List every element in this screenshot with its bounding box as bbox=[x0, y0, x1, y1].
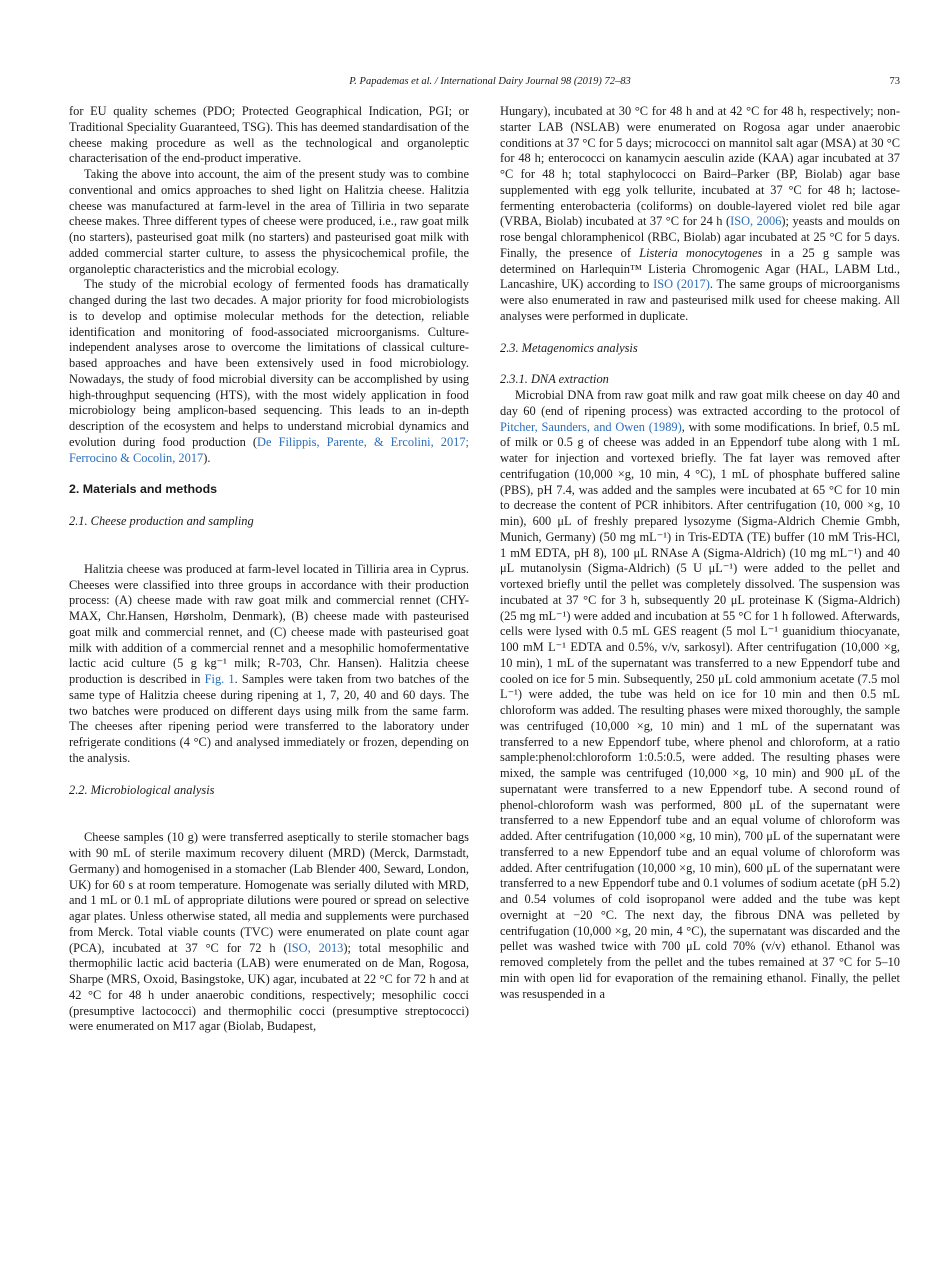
spacer bbox=[500, 325, 900, 341]
figure-link-fig1[interactable]: Fig. 1 bbox=[204, 672, 235, 686]
right-column bbox=[500, 104, 900, 1002]
paragraph-text: The study of the microbial ecology of fermented foods has dramatically changed during the last two decades. A major priority for food microbiologists is to develop and optimise molecular methods for the detection, reliable identification and monitoring of food-associated microorganisms. Culture-independent analyses arose to overcome the limitations of classical culture-based approaches and have been extensively used in food microbiology. Nowadays, the study of food microbial diversity can be accomplished by using high-throughput sequencing (HTS), with the most widely application in food microbiology being amplicon-based sequencing. This leads to an in-depth description of the ecosystem and helps to understand microbial dynamics and evolution during food production ( bbox=[69, 277, 469, 449]
paragraph-text-end: ). bbox=[203, 450, 211, 465]
citation-link-pitcher[interactable]: Pitcher, Saunders, and Owen (1989) bbox=[500, 419, 682, 434]
species-name: Listeria monocytogenes bbox=[639, 245, 763, 260]
paragraph-microbiological bbox=[69, 830, 469, 1035]
paragraph-text: Hungary), incubated at 30 °C for 48 h and at 42 °C for 48 h, respectively; non-starter LAB (NSLAB) were enumerated on Rogosa agar under anaerobic conditions at 37 °C for 5 days; micrococci on mannitol salt agar (MSA) at 30 °C for 48 h; enterococci on kanamycin aesculin azide (KAA) agar incubated at 37 °C for 48 h; total staphylococci on Baird–Parker (BP, Biolab) agar base supplemented with egg yolk tellurite, incubated at 37 °C for 48 h; lactose-fermenting enterobacteria (coliforms) on double-layered violet red bile agar (VRBA, Biolab) incubated at 37 °C for 24 h ( bbox=[500, 104, 900, 229]
paragraph-study-aim: Taking the above into account, the aim of the present study was to combine conventional and omics approaches to shed light on Halitzia cheese. Halitzia cheese was manufactured at farm-level in the area of Tilliria in two separate cheese makes. Three different types of cheese were produced, i.e., raw goat milk (no starters), pasteurised goat milk (no starters) and pasteurised goat milk with added commercial starter culture, to assess the physicochemical profile, the organoleptic characteristics and the microbial ecology. bbox=[69, 167, 469, 276]
paragraph-text: Halitzia cheese was produced at farm-level located in Tilliria area in Cyprus. Cheeses were classified into three groups in accordance with their production process: (A) cheese made with raw goat milk and commercial rennet (CHY-MAX, Chr.Hansen, Hørsholm, Denmark), (B) cheese made with pasteurised goat milk and commercial rennet, and (C) cheese made with pasteurised goat milk with addition of a commercial rennet and a mesophilic homofermentative lactic acid culture (5 g kg⁻¹ milk; R-703, Chr. Hansen). Halitzia cheese production is described in bbox=[69, 561, 469, 686]
paragraph-text-end: . The same groups of microorganisms were also enumerated in raw and pasteurised milk used for cheese making. All analyses were performed in duplicate. bbox=[500, 277, 900, 323]
spacer bbox=[69, 767, 469, 783]
paragraph-media-continued bbox=[500, 104, 900, 325]
paragraph-cheese-production bbox=[69, 562, 469, 767]
paragraph-dna-extraction bbox=[500, 388, 900, 1002]
citation-link-iso-2013[interactable]: ISO, 2013 bbox=[287, 940, 344, 955]
subsubsection-heading-dna-extraction: 2.3.1. DNA extraction bbox=[500, 372, 609, 387]
paragraph-text-end: ); total mesophilic and thermophilic lactic acid bacteria (LAB) were enumerated on de Man, Rogosa, Sharpe (MRS, Oxoid, Basingstoke, UK) agar, incubated at 22 °C for 72 h and at 42 °C for 48 h under anaerobic conditions, respectively; mesophilic cocci (presumptive lactococci) and thermophilic cocci (presumptive streptococci) were enumerated on M17 agar (Biolab, Budapest, bbox=[69, 940, 469, 1034]
running-head bbox=[80, 76, 900, 90]
spacer bbox=[69, 814, 469, 830]
paragraph-microbial-ecology bbox=[69, 277, 469, 466]
paragraph-text: Cheese samples (10 g) were transferred aseptically to sterile stomacher bags with 90 mL of sterile maximum recovery diluent (MRD) (Merck, Darmstadt, Germany) and homogenised in a stomacher (Lab Blender 400, Seward, London, UK) for 60 s at room temperature. Homogenate was serially diluted with MRD, and 1 mL or 0.1 mL of appropriate dilutions were poured or spread on selective agar plates. Unless otherwise stated, all media and supplements were purchased from Merck. Total viable counts (TVC) were enumerated on plate count agar (PCA), incubated at 37 °C for 72 h ( bbox=[69, 830, 469, 955]
section-heading-materials-methods: 2. Materials and methods bbox=[69, 482, 218, 497]
citation-link-iso-2017[interactable]: ISO (2017) bbox=[653, 277, 710, 292]
citation-link-de-filippis[interactable]: De Filippis, Parente, & Ercolini, 2017; Ferrocino & Cocolin, 2017 bbox=[69, 434, 470, 465]
paragraph-text: ); yeasts and moulds on rose bengal chloramphenicol (RBC, Biolab) agar incubated at 25 °C for 5 days. Finally, the presence of bbox=[500, 214, 900, 260]
journal-citation: P. Papademas et al. / International Dairy Journal 98 (2019) 72–83 bbox=[349, 76, 631, 87]
subsection-heading-cheese-production: 2.1. Cheese production and sampling bbox=[69, 514, 254, 528]
paragraph-text: in a 25 g sample was determined on Harlequin™ Listeria Chromogenic Agar (HAL, LABM Ltd., Lancashire, UK) according to bbox=[500, 245, 900, 292]
left-column bbox=[69, 104, 469, 1035]
paragraph-text-end: , with some modifications. In brief, 0.5 mL of milk or 0.5 g of cheese was added in an Eppendorf tube along with 1 mL water for injection and vortexed briefly. The fat layer was removed after centrifugation (10,000 ×g, 10 min, 4 °C), 1 mL of phosphate buffered saline (PBS), pH 7.4, was added and the samples were incubated at 65 °C for 10 min to decrease the content of PCR inhibitors. After centrifugation (10, 000 ×g, 10 min), 600 μL of freshly prepared lysozyme (Sigma-Aldrich Chemie Gmbh, Munich, Germany) (50 mg mL⁻¹) in Tris-EDTA (TE) buffer (10 mM Tris-HCl, 1 mM EDTA, pH 8), 100 μL RNAse A (Sigma-Aldrich) (10 mg mL⁻¹) and 40 μL mutanolysin (Sigma-Aldrich) (5 U μL⁻¹) were added to the pellet and vortexed briefly until the pellet was completely dissolved. The suspension was incubated at 37 °C for 3 h, subsequently 20 μL proteinase K (Sigma-Aldrich) (25 mg mL⁻¹) were added and incubation at 55 °C for 1 h followed. Afterwards, cells were lysed with 0.5 mL GES reagent (5 mol L⁻¹ guanidium thiocyanate, 100 mM L⁻¹ EDTA and 0.5%, v/v, sarkosyl). After centrifugation (10,000 ×g, 10 min), 1 mL of the supernatant was transferred to a new Eppendorf tube and cooled on ice for 5 min. Subsequently, 250 μL cold ammonium acetate (7.5 mol L⁻¹) were added, the tube was held on ice for 10 min and then 0.5 mL chloroform was added. The resulting phases were mixed thoroughly, the sample was centrifuged (10,000 ×g, 10 min) and 1 mL of the supernatant was transferred to a new Eppendorf tube, where phenol and chloroform, at a ratio sample:phenol:chloroform 1:0.5:0.5, were added. The resulting phases were mixed, the sample was centrifuged (10,000 ×g, 10 min) and 900 μL of the supernatant were transferred to a new Eppendorf tube. A second round of phenol-chloroform wash was performed, 800 μL of the supernatant were transferred to a new Eppendorf tube and an equal volume of chloroform was added. After centrifugation (10,000 ×g, 10 min), 700 μL of the supernatant were transferred to a new Eppendorf tube and an equal volume of chloroform was added. After centrifugation (10,000 ×g, 10 min), 600 μL of the supernatant were transferred to a new Eppendorf tube and 0.1 volumes of sodium acetate (pH 5.2) and 0.54 volumes of cold isopropanol were added and the tube was kept overnight at −20 °C. The next day, the fibrous DNA was pelleted by centrifugation (10,000 ×g, 20 min, 4 °C), the supernatant was discarded and the pellet was washed twice with 700 μL cold 70% (v/v) ethanol. Ethanol was removed completely from the pellet and the tubes remained at 37 °C for 5–10 min with open lid for evaporation of the remaining ethanol. Finally, the pellet was resuspended in a bbox=[500, 419, 900, 1001]
subsection-heading-metagenomics: 2.3. Metagenomics analysis bbox=[500, 340, 638, 355]
paragraph-text-end: . Samples were taken from two batches of the same type of Halitzia cheese during ripening at 1, 7, 20, 40 and 60 days. The two batches were produced on different days using milk from the same farm. The cheeses after ripening period were transferred to the laboratory under refrigerate conditions (4 °C) and analysed immediately or frozen, depending on the analysis. bbox=[69, 672, 469, 765]
subsection-heading-microbiological: 2.2. Microbiological analysis bbox=[69, 782, 215, 797]
spacer bbox=[69, 546, 469, 562]
paragraph-eu-schemes: for EU quality schemes (PDO; Protected Geographical Indication, PGI; or Traditional Speciality Guaranteed, TSG). This has deemed standardisation of the cheese making procedure as well as the technological and organoleptic characterisation of the end-product imperative. bbox=[69, 104, 469, 166]
paragraph-text: Microbial DNA from raw goat milk and raw goat milk cheese on day 40 and day 60 (end of ripening process) was extracted according to the protocol of bbox=[500, 388, 900, 418]
page-number: 73 bbox=[889, 76, 900, 87]
citation-link-iso-2006[interactable]: ISO, 2006 bbox=[730, 214, 782, 229]
